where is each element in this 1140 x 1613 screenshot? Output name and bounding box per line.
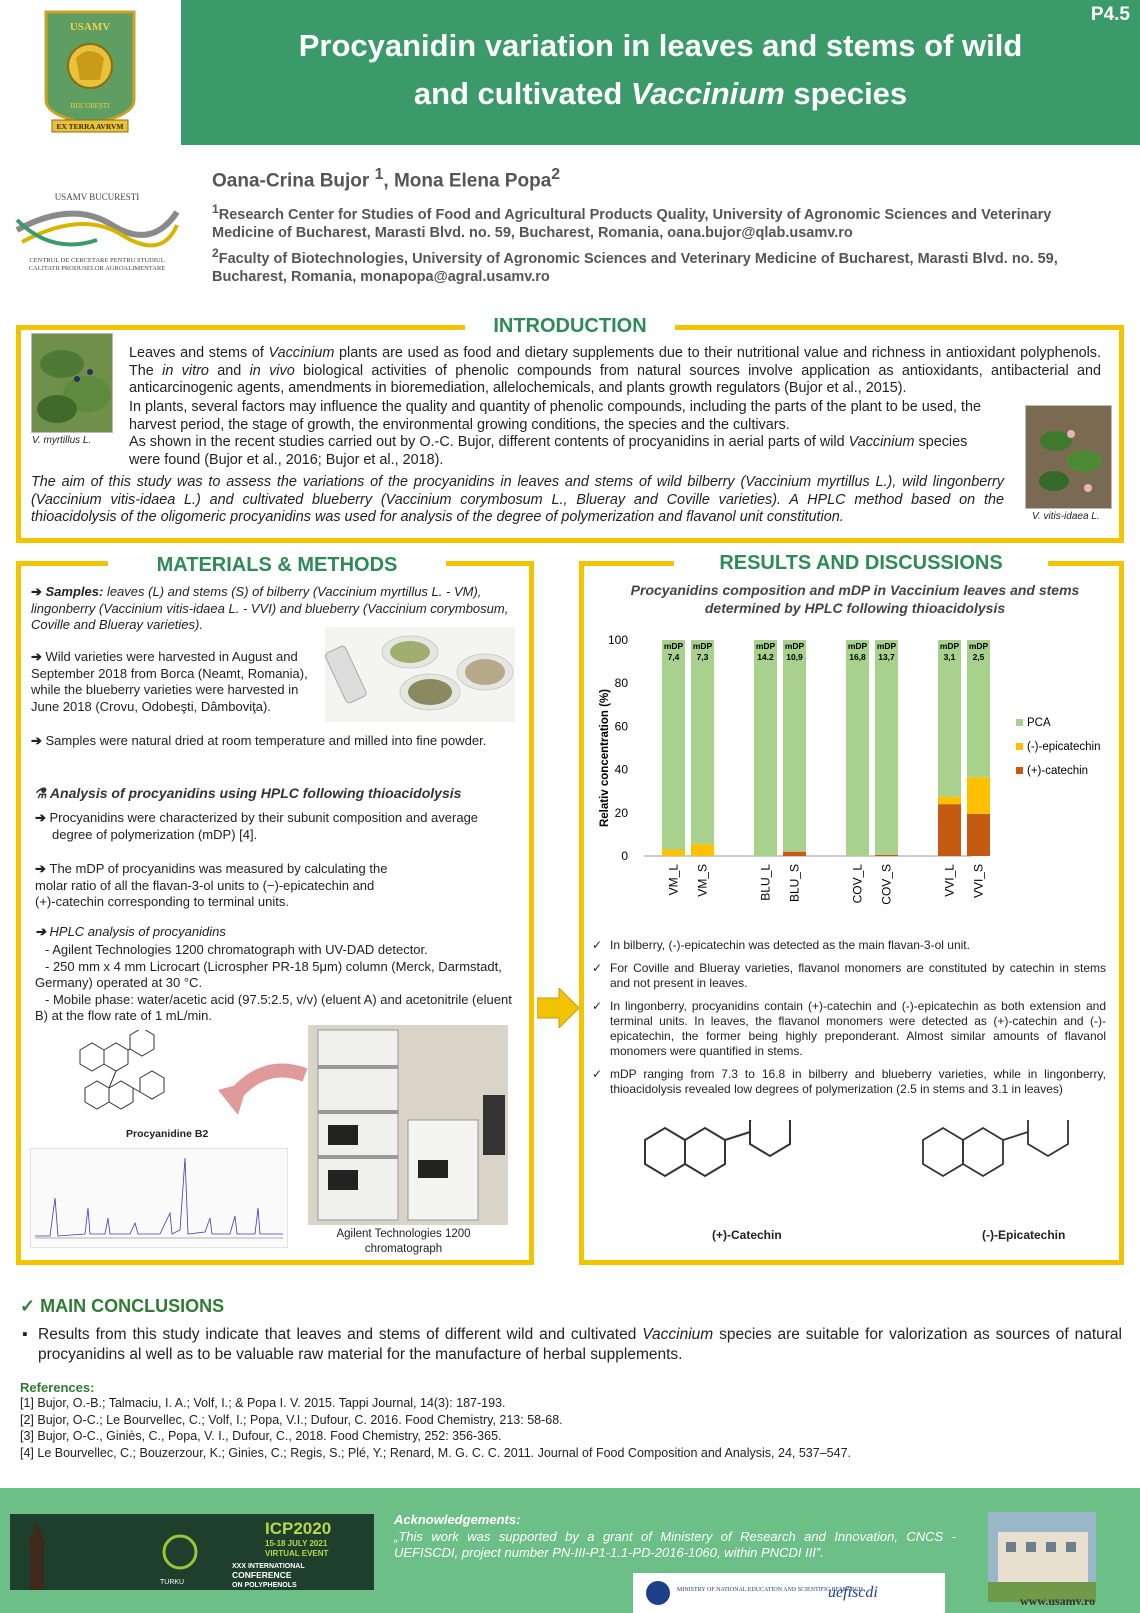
bar-segment-pca — [754, 640, 777, 856]
title-genus: Vaccinium — [630, 76, 785, 111]
mdp-value-label: 2,5 — [972, 652, 985, 662]
bar-segment-pca — [662, 640, 685, 850]
conclusions-title: MAIN CONCLUSIONS — [40, 1296, 225, 1316]
poster-title — [181, 22, 1140, 118]
genus: Vaccinium — [848, 434, 915, 450]
svg-text:CALITATII PRODUSELOR AGROALIME: CALITATII PRODUSELOR AGROALIMENTARE — [28, 265, 166, 272]
icp2020-conference-banner — [10, 1514, 374, 1590]
affiliation-2 — [212, 244, 1092, 286]
bar-segment-epicatechin — [967, 777, 990, 814]
agilent-chromatograph-photo — [308, 1025, 508, 1225]
caption-species: V. myrtillus — [32, 435, 81, 446]
funding-logos — [633, 1573, 945, 1613]
bar-segment-catechin — [783, 852, 806, 856]
mdp-prefix-label: mDP — [876, 641, 897, 651]
affil-text: Research Center for Studies of Food and Agricultural Products Quality, University of Agronomic Sciences and Veterinary Medicine of Bucharest, Marasti Blvd. no. 59, Bucharest, Romania, oana.bujor@qlab.usamv.ro — [212, 206, 1052, 241]
text: Leaves and stems of — [129, 345, 269, 361]
chromatogram — [30, 1148, 288, 1248]
y-tick-label: 20 — [614, 805, 628, 820]
aim-of-study — [31, 474, 1004, 527]
author-2-affil: 2 — [551, 166, 561, 183]
hplc-detail-2: - 250 mm x 4 mm Licrocart (Licrospher PR-18 5μm) column (Merck, Darmstadt, Germany) operated at 30 °C. — [35, 958, 502, 990]
y-tick-label: 0 — [621, 849, 628, 863]
svg-text:EX TERRA AVRVM: EX TERRA AVRVM — [56, 122, 124, 131]
chart-title: Procyanidins composition and mDP in Vaccinium leaves and stems determined by HPLC following thioacidolysis — [630, 582, 1080, 616]
y-axis-label: Relativ concentration (%) — [599, 688, 611, 828]
bar-segment-pca — [846, 640, 869, 856]
checkmark-icon: ✓ — [20, 1296, 41, 1316]
mdp-prefix-label: mDP — [968, 641, 989, 651]
legend-swatch — [1016, 719, 1023, 726]
ack-text: „This work was supported by a grant of Ministery of Research and Innovation, CNCS - UEFISCDI, project number PN-III-P1-1.1-PD-2016-1060, within PNCDI III”. — [394, 1528, 956, 1560]
arrow-icon — [31, 584, 46, 599]
svg-text:BUCUREȘTI: BUCUREȘTI — [70, 102, 110, 110]
analysis-heading — [34, 785, 461, 802]
usamv-crest-logo — [42, 8, 138, 138]
arrow-icon — [31, 649, 46, 664]
checkmark-icon: ✓ — [592, 961, 603, 975]
hplc-title: HPLC analysis of procyanidins — [49, 924, 226, 939]
usamv-building-photo — [988, 1512, 1096, 1602]
x-tick-label: VM_S — [695, 864, 710, 897]
results-bullets — [592, 938, 1106, 1097]
mdp-value-label: 10,9 — [786, 652, 803, 662]
legend-swatch — [1016, 767, 1023, 774]
poster-id: P4.5 — [1090, 4, 1130, 25]
epicatechin-structure — [893, 1120, 1108, 1230]
mdp-prefix-label: mDP — [784, 641, 805, 651]
title-line-2 — [181, 70, 1140, 118]
arrow-icon — [35, 810, 50, 825]
epicatechin-label: (-)-Epicatechin — [982, 1228, 1066, 1242]
svg-text:USAMV: USAMV — [69, 21, 111, 33]
lingonberry-caption — [1032, 511, 1100, 522]
bilberry-caption — [32, 435, 91, 446]
author-1-affil: 1 — [374, 166, 384, 183]
result-bullet-3 — [592, 999, 1106, 1059]
term: in vivo — [249, 362, 295, 379]
catechin-label: (+)-Catechin — [712, 1228, 782, 1242]
result-bullet-2 — [592, 961, 1106, 991]
legend-label: (+)-catechin — [1027, 765, 1089, 777]
intro-paragraph-2: In plants, several factors may influence the quality and quantity of phenolic compounds, including the parts of the plant to be used, the harvest period, the stage of growth, the environmental growing conditions, the species and the cultivars. — [129, 399, 981, 433]
acknowledgements — [394, 1512, 956, 1562]
checkmark-icon: ✓ — [592, 938, 603, 952]
bullet-text: In bilberry, (-)-epicatechin was detected as the main flavan-3-ol unit. — [610, 938, 970, 952]
svg-text:ON POLYPHENOLS: ON POLYPHENOLS — [232, 1582, 297, 1589]
bar-segment-epicatechin — [938, 797, 961, 805]
harvest-description: Wild varieties were harvested in August and September 2018 from Borca (Neamt, Romania), while the blueberry varieties were harvested in June 2018 (Crovu, Odobeşti, Dâmboviţa). — [31, 649, 308, 714]
intro-paragraph-3 — [129, 434, 999, 469]
mdp-prefix-label: mDP — [939, 641, 960, 651]
results-title: RESULTS AND DISCUSSIONS — [674, 552, 1048, 575]
text: and — [208, 362, 250, 379]
bar-segment-catechin — [938, 804, 961, 856]
svg-text:uefiscdi: uefiscdi — [828, 1584, 878, 1601]
text: Results from this study indicate that leaves and stems of different wild and cultivated — [38, 1326, 643, 1343]
svg-text:15-18 JULY 2021: 15-18 JULY 2021 — [265, 1539, 328, 1548]
aim-lead: The aim of this study — [31, 474, 172, 490]
title-line-1: Procyanidin variation in leaves and stems of wild — [298, 28, 1023, 63]
reference-item: [4] Le Bourvellec, C.; Bouzerzour, K.; Ginies, C.; Regis, S.; Plé, Y.; Renard, M. G. C. C. 2011. Journal of Food Composition and Analysis, 24, 537–547. — [20, 1445, 851, 1460]
research-center-logo — [12, 190, 182, 275]
svg-text:ICP2020: ICP2020 — [265, 1519, 332, 1538]
term: in vitro — [162, 362, 209, 379]
bilberry-photo — [31, 333, 113, 433]
arrow-icon — [35, 924, 50, 939]
drying-description: Samples were natural dried at room temperature and milled into fine powder. — [45, 733, 487, 748]
x-tick-label: COV_L — [850, 864, 865, 904]
bar-segment-pca — [938, 640, 961, 797]
mdp-prefix-label: mDP — [692, 641, 713, 651]
mdp-value-label: 13,7 — [878, 652, 895, 662]
mdp-description: The mDP of procyanidins was measured by calculating the molar ratio of all the flavan-3-ol units to (−)-epicatechin and (+)-catechin corresponding to terminal units. — [35, 861, 388, 909]
mdp-value-label: 7,4 — [667, 652, 680, 662]
y-tick-label: 60 — [614, 719, 628, 734]
bar-segment-epicatechin — [691, 844, 714, 856]
x-tick-label: VVI_S — [971, 864, 986, 899]
svg-text:CENTRUL DE CERCETARE PENTRU ST: CENTRUL DE CERCETARE PENTRU STUDIUL — [29, 257, 165, 264]
curved-arrow-icon — [210, 1060, 310, 1120]
procyanidine-b2-structure — [55, 1030, 185, 1130]
x-tick-label: VVI_L — [942, 864, 957, 897]
website-url: www.usamv.ro — [1020, 1594, 1096, 1608]
mdp-prefix-label: mDP — [847, 641, 868, 651]
svg-text:XXX INTERNATIONAL: XXX INTERNATIONAL — [232, 1563, 305, 1570]
checkmark-icon: ✓ — [592, 1067, 603, 1081]
characterization-description: Procyanidins were characterized by their subunit composition and average degree of polymerization (mDP) [4]. — [49, 810, 479, 842]
affil-text: Faculty of Biotechnologies, University of Agronomic Sciences and Veterinary Medicine of Bucharest, Marasti Blvd. no. 59, Bucharest, Romania, monapopa@agral.usamv.ro — [212, 250, 1058, 285]
reference-item: [1] Bujor, O.-B.; Talmaciu, I. A.; Volf, I.; & Popa I. V. 2015. Tappi Journal, 14(3): 187-193. — [20, 1396, 506, 1410]
ack-title: Acknowledgements: — [394, 1512, 521, 1527]
legend-label: (-)-epicatechin — [1027, 741, 1101, 753]
svg-text:USAMV BUCURESTI: USAMV BUCURESTI — [54, 192, 140, 202]
x-tick-label: COV_S — [879, 864, 894, 905]
x-tick-label: BLU_L — [758, 864, 773, 901]
mdp-value-label: 16,8 — [849, 652, 866, 662]
lingonberry-photo — [1025, 405, 1112, 509]
samples-label: Samples: — [45, 584, 104, 599]
affiliation-1 — [212, 200, 1092, 242]
analysis-title: Analysis of procyanidins using HPLC following thioacidolysis — [49, 785, 462, 801]
conclusions-heading — [20, 1296, 224, 1317]
legend-swatch — [1016, 743, 1023, 750]
affil-number: 2 — [212, 246, 219, 260]
drying-text — [31, 733, 521, 750]
bar-segment-pca — [875, 640, 898, 855]
mdp-value-label: 14.2 — [757, 652, 774, 662]
text: biological activities of phenolic compounds from natural sources involve application as antioxidants, antibacterial and anticarcinogenic agents, amendments in bioremediation, allelochemicals, and plants growth regulators (Bujor et al., 2015). — [129, 362, 1101, 396]
svg-text:VIRTUAL EVENT: VIRTUAL EVENT — [265, 1549, 329, 1558]
harvest-text — [31, 649, 321, 715]
bar-segment-epicatechin — [662, 850, 685, 856]
legend-label: PCA — [1027, 717, 1051, 729]
agilent-caption: Agilent Technologies 1200 chromatograph — [336, 1228, 471, 1255]
arrow-icon — [35, 861, 50, 876]
y-tick-label: 80 — [614, 676, 628, 691]
hplc-details — [35, 942, 515, 1025]
text: species are suitable for valorization as sources of natural procyanidins al well as to be valuable raw material for the manufacture of herbal supplements. — [38, 1326, 1123, 1363]
bullet-text: For Coville and Blueray varieties, flavanol monomers are constituted by catechin in stems and not present in leaves. — [610, 961, 1106, 990]
affil-number: 1 — [212, 202, 219, 216]
catechin-structure — [615, 1120, 830, 1230]
right-arrow-icon — [537, 988, 579, 1028]
x-tick-label: VM_L — [666, 864, 681, 896]
microscope-icon: ⚗ — [34, 785, 50, 801]
y-tick-label: 40 — [614, 762, 628, 777]
bullet-text: In lingonberry, procyanidins contain (+)-catechin and (-)-epicatechin as both extension and terminal units. In leaves, the flavanol monomers were detected as (+)-catechin and (-)-epicatechin, the former being highly preponderant. Almost similar amounts of flavanol monomers were quantified in stems. — [610, 999, 1106, 1058]
reference-item: [3] Bujor, O-C., Giniès, C., Popa, V. I., Dufour, C., 2018. Food Chemistry, 252: 356-365. — [20, 1429, 502, 1443]
reference-item: [2] Bujor, O-C.; Le Bourvellec, C.; Volf, I.; Popa, V.I.; Dufour, C. 2016. Food Chemistry, 213: 58-68. — [20, 1412, 563, 1427]
arrow-icon — [31, 733, 46, 748]
aim-text: was to assess the variations of the procyanidins in leaves and stems of wild bilberry (Vaccinium myrtillus L.), wild lingonberry (Vaccinium vitis-idaea L.) and cultivated blueberry (Vaccinium corymbosum L., Blueray and Coville varieties). A HPLC method based on the thioacidolysis of the oligomeric procyanidins was used for analysis of the degree of polymerization and flavanol unit constitution. — [31, 474, 1004, 525]
bullet-text: mDP ranging from 7.3 to 16.8 in bilberry and blueberry varieties, while in lingonberry, thioacidolysis revealed low degrees of polymerization (2.5 in stems and 3.1 in leaves) — [610, 1067, 1106, 1096]
caption-author: L. — [1088, 511, 1100, 522]
bar-segment-catechin — [967, 814, 990, 856]
conclusions-text — [22, 1325, 1122, 1364]
procyanidin-chart — [590, 628, 1110, 910]
svg-text:TURKU: TURKU — [160, 1579, 185, 1586]
genus: Vaccinium — [642, 1326, 714, 1343]
methods-title: MATERIALS & METHODS — [108, 554, 446, 577]
text: As shown in the recent studies carried out by O.-C. Bujor, different contents of procyanidins in aerial parts of wild — [129, 434, 849, 450]
mdp-text — [35, 861, 395, 911]
text: species were found (Bujor et al., 2016; Bujor et al., 2018). — [129, 434, 968, 468]
caption-species: V. vitis-idaea — [1032, 511, 1089, 522]
result-bullet-1 — [592, 938, 1106, 953]
mdp-prefix-label: mDP — [755, 641, 776, 651]
intro-paragraph-1 — [129, 345, 1101, 398]
bar-segment-pca — [783, 640, 806, 852]
author-1: Oana-Crina Bujor — [212, 170, 375, 192]
mdp-value-label: 3,1 — [943, 652, 956, 662]
svg-text:MINISTRY OF NATIONAL EDUCATION: MINISTRY OF NATIONAL EDUCATION AND SCIENTIFIC RESEARCH — [677, 1587, 863, 1593]
x-tick-label: BLU_S — [787, 864, 802, 903]
plant-powder-photo — [325, 627, 515, 722]
title-text: and cultivated — [413, 76, 631, 111]
checkmark-icon: ✓ — [592, 999, 603, 1013]
caption-author: L. — [80, 435, 92, 446]
mdp-prefix-label: mDP — [663, 641, 684, 651]
bar-segment-pca — [691, 640, 714, 844]
procyanidine-b2-label: Procyanidine B2 — [126, 1128, 209, 1140]
references — [20, 1380, 851, 1461]
characterization-text — [35, 810, 492, 843]
text: plants are used as food and dietary supplements due to their nutritional value and richness in antioxidant polyphenols. The — [129, 345, 1101, 379]
hplc-detail-1: - Agilent Technologies 1200 chromatograph with UV-DAD detector. — [45, 942, 428, 957]
author-2: , Mona Elena Popa — [383, 170, 552, 192]
introduction-title: INTRODUCTION — [465, 315, 675, 338]
result-bullet-4 — [592, 1067, 1106, 1097]
title-text: species — [784, 76, 908, 111]
references-title: References: — [20, 1380, 95, 1395]
hplc-heading — [35, 924, 226, 941]
samples-description: leaves (L) and stems (S) of bilberry (Vaccinium myrtillus L. - VM), lingonberry (Vaccinium vitis-idaea L. - VVI) and blueberry (Vaccinium corymbosum, Coville and Blueray varieties). — [31, 584, 509, 632]
y-tick-label: 100 — [607, 633, 628, 647]
svg-text:CONFERENCE: CONFERENCE — [232, 1570, 292, 1580]
genus: Vaccinium — [268, 345, 335, 361]
authors — [212, 166, 560, 192]
bullet-icon: ▪ — [22, 1326, 28, 1343]
mdp-value-label: 7,3 — [696, 652, 709, 662]
bar-segment-catechin — [875, 855, 898, 856]
hplc-detail-3: - Mobile phase: water/acetic acid (97.5:2.5, v/v) (eluent A) and acetonitrile (eluent B) at the flow rate of 1 mL/min. — [35, 991, 512, 1023]
